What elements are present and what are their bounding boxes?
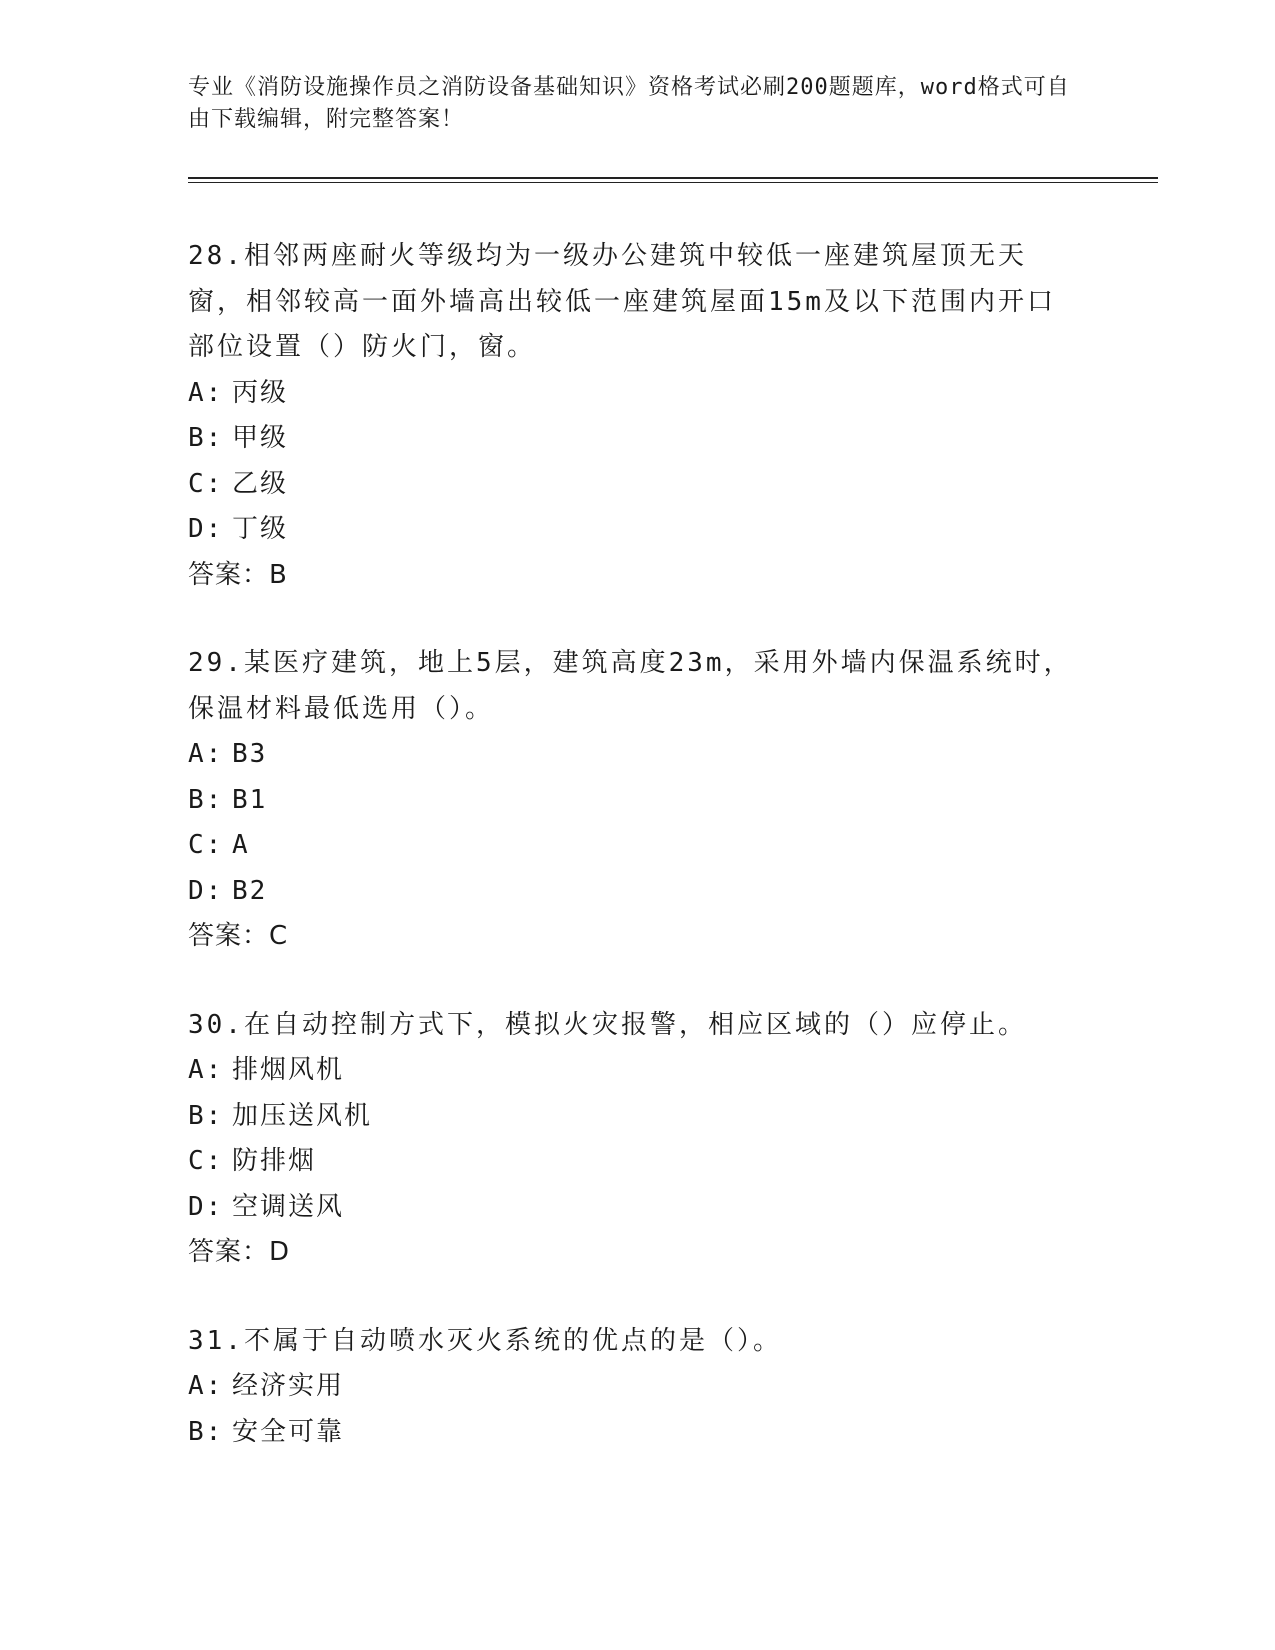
option-key: D: — [188, 875, 224, 906]
option-d — [188, 1185, 1078, 1231]
option-a — [188, 732, 1078, 778]
option-key: C: — [188, 830, 224, 860]
option-key: A: — [188, 1055, 224, 1085]
option-c — [188, 1139, 1078, 1185]
option-text: 丁级 — [232, 514, 289, 544]
option-key: B: — [188, 423, 224, 453]
answer-line: 答案：B — [188, 559, 288, 590]
option-key: A: — [188, 377, 224, 408]
option-key: A: — [188, 739, 224, 769]
option-b — [188, 1410, 1078, 1456]
answer-line: 答案：D — [188, 1237, 291, 1267]
option-key: C: — [188, 468, 224, 499]
option-text: 乙级 — [232, 468, 289, 499]
option-text: 安全可靠 — [232, 1416, 345, 1447]
option-d — [188, 869, 1078, 915]
option-key: B: — [188, 1416, 224, 1447]
option-c — [188, 462, 1078, 508]
option-key: D: — [188, 1191, 224, 1222]
option-a — [188, 371, 1078, 417]
header-divider-thick — [188, 177, 1158, 179]
option-key: B: — [188, 784, 224, 815]
option-key: B: — [188, 1100, 224, 1131]
option-text: 空调送风 — [232, 1191, 345, 1222]
option-text: 防排烟 — [232, 1146, 317, 1176]
option-text: A — [232, 830, 250, 860]
question-30 — [188, 1003, 1078, 1276]
option-b — [188, 416, 1078, 462]
option-text: 甲级 — [232, 423, 289, 453]
option-text: 排烟风机 — [232, 1055, 345, 1085]
question-stem: 30.在自动控制方式下，模拟火灾报警，相应区域的（）应停止。 — [188, 1009, 1027, 1040]
answer-line: 答案：C — [188, 921, 289, 951]
option-key: A: — [188, 1371, 224, 1401]
question-stem: 29.某医疗建筑，地上5层，建筑高度23m，采用外墙内保温系统时，保温材料最低选用（）。 — [188, 648, 1073, 724]
option-text: 经济实用 — [232, 1371, 345, 1401]
document-header: 专业《消防设施操作员之消防设备基础知识》资格考试必刷200题题库，word格式可自由下载编辑，附完整答案！ — [188, 75, 1070, 132]
question-31 — [188, 1319, 1078, 1456]
option-text: B1 — [232, 784, 268, 815]
option-b — [188, 1094, 1078, 1140]
option-c — [188, 823, 1078, 869]
option-d — [188, 507, 1078, 553]
option-text: B3 — [232, 739, 268, 769]
question-stem: 28.相邻两座耐火等级均为一级办公建筑中较低一座建筑屋顶无天窗，相邻较高一面外墙高出较低一座建筑屋面15m及以下范围内开口部位设置（）防火门，窗。 — [188, 241, 1056, 362]
option-text: B2 — [232, 875, 268, 906]
option-a — [188, 1048, 1078, 1094]
question-28 — [188, 234, 1078, 598]
question-list — [188, 234, 1078, 1498]
option-a — [188, 1364, 1078, 1410]
option-text: 加压送风机 — [232, 1100, 373, 1131]
option-b — [188, 778, 1078, 824]
question-stem: 31.不属于自动喷水灭火系统的优点的是（）。 — [188, 1325, 782, 1356]
header-divider-thin — [188, 182, 1158, 183]
option-key: C: — [188, 1146, 224, 1176]
option-text: 丙级 — [232, 377, 289, 408]
option-key: D: — [188, 514, 224, 544]
question-29 — [188, 641, 1078, 960]
